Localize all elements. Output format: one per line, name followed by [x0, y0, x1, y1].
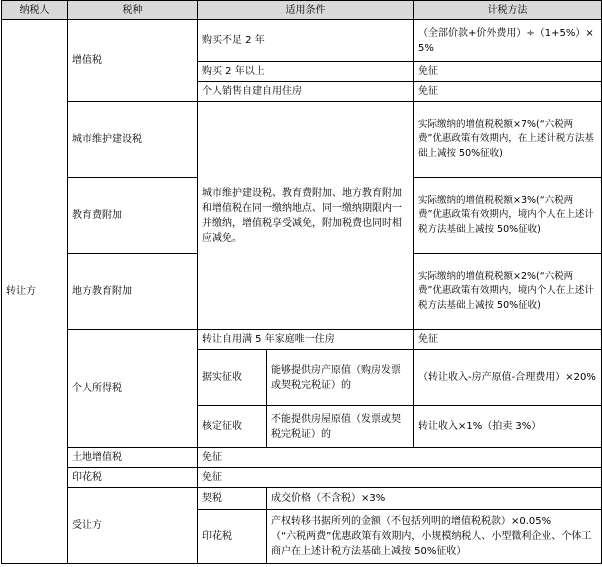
iit-actual-method: （转让收入-房产原值-合理费用）×20% — [414, 350, 602, 406]
iit-exempt-method: 免征 — [414, 330, 602, 350]
edu-surcharge-method: 实际缴纳的增值税税额×3%(“六税两费”优惠政策有效期内，境内个人在上述计税方法基础上减按 50%征收) — [414, 178, 602, 254]
vat-name: 增值税 — [68, 20, 198, 102]
land-vat-name: 土地增值税 — [68, 448, 198, 468]
transferee-stamp-name: 印花税 — [198, 510, 267, 564]
local-edu-surcharge-name: 地方教育附加 — [68, 254, 198, 330]
transferee-stamp-line2: （“六税两费”优惠政策有效期内，小规模纳税人、小型微利企业、个体工商户在上述计税方法基础上减按 50%征收） — [271, 531, 592, 557]
vat-method-3: 免征 — [414, 82, 602, 102]
iit-name: 个人所得税 — [68, 330, 198, 448]
local-edu-surcharge-method: 实际缴纳的增值税税额×2%(“六税两费”优惠政策有效期内，境内个人在上述计税方法基础上减按 50%征收) — [414, 254, 602, 330]
iit-actual-condition: 能够提供房产原值（购房发票或契税完税证）的 — [267, 350, 414, 406]
vat-condition-1: 购买不足 2 年 — [198, 20, 414, 62]
vat-condition-3: 个人销售自建自用住房 — [198, 82, 414, 102]
surcharge-shared-condition: 城市维护建设税、教育费附加、地方教育附加和增值税在同一缴纳地点、同一缴纳期限内一并缴纳，增值税享受减免，附加税费也同时相应减免。 — [198, 102, 414, 330]
iit-assessed-method: 转让收入×1%（拍卖 3%） — [414, 406, 602, 448]
transferor-stamp-name: 印花税 — [68, 468, 198, 488]
iit-exempt-condition: 转让自用满 5 年家庭唯一住房 — [198, 330, 414, 350]
table-row — [2, 102, 602, 178]
transferee-stamp-line1: 产权转移书据所列的金额（不包括列明的增值税税款）×0.05% — [271, 516, 552, 527]
header-condition: 适用条件 — [198, 1, 414, 20]
table-row — [2, 448, 602, 468]
deed-tax-name: 契税 — [198, 488, 267, 510]
vat-method-2: 免征 — [414, 62, 602, 82]
transferee-stamp-method — [267, 510, 602, 564]
tax-table — [1, 0, 602, 564]
deed-tax-method: 成交价格（不含税）×3% — [267, 488, 602, 510]
header-method: 计税方法 — [414, 1, 602, 20]
iit-actual-label: 据实征收 — [198, 350, 267, 406]
iit-assessed-condition: 不能提供房屋原值（发票或契税完税证）的 — [267, 406, 414, 448]
transferor-label: 转让方 — [2, 20, 68, 564]
urban-tax-method: 实际缴纳的增值税税额×7%(“六税两费”优惠政策有效期内，在上述计税方法基础上减按 50%征收) — [414, 102, 602, 178]
header-tax-type: 税种 — [68, 1, 198, 20]
transferee-label: 受让方 — [68, 488, 198, 564]
table-row — [2, 468, 602, 488]
table-row — [2, 330, 602, 350]
vat-method-1: （全部价款+价外费用）÷（1+5%）×5% — [414, 20, 602, 62]
table-row — [2, 488, 602, 510]
header-row — [2, 1, 602, 20]
land-vat-method: 免征 — [198, 448, 602, 468]
transferor-stamp-method: 免征 — [198, 468, 602, 488]
table-row — [2, 20, 602, 62]
edu-surcharge-name: 教育费附加 — [68, 178, 198, 254]
vat-condition-2: 购买 2 年以上 — [198, 62, 414, 82]
header-taxpayer: 纳税人 — [2, 1, 68, 20]
urban-tax-name: 城市维护建设税 — [68, 102, 198, 178]
iit-assessed-label: 核定征收 — [198, 406, 267, 448]
